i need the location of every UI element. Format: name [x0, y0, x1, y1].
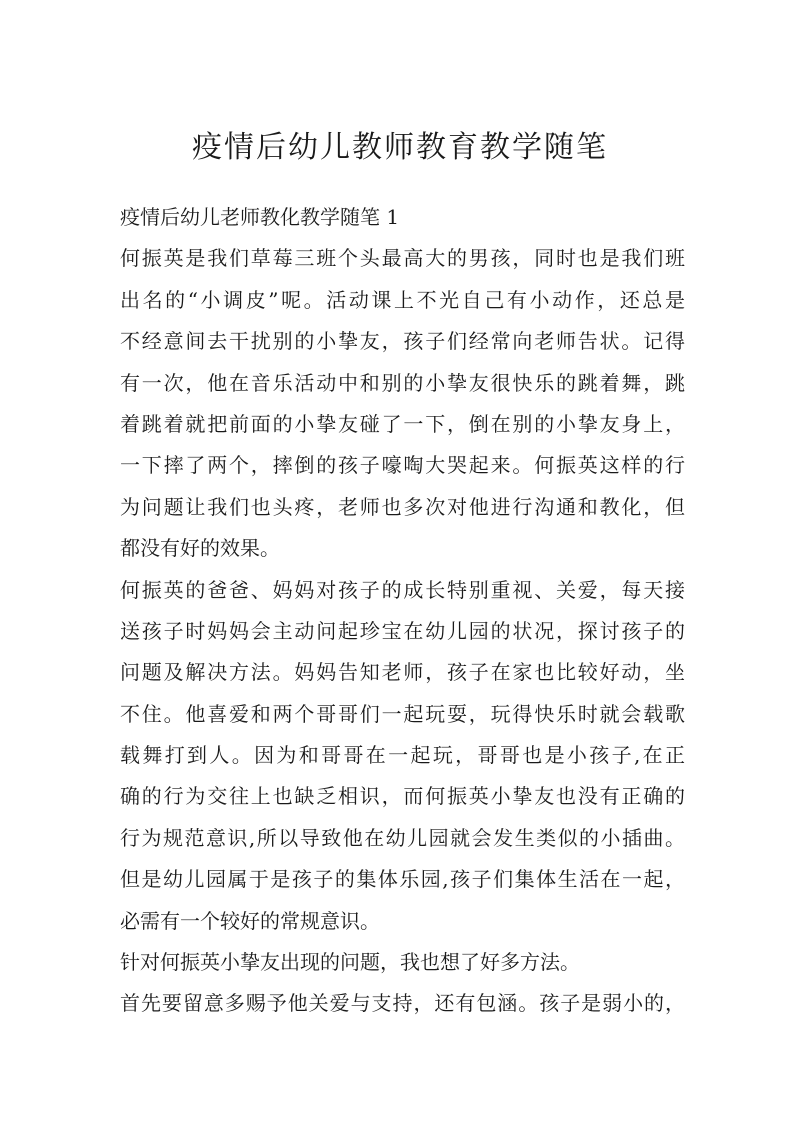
- text-line: 不经意间去干扰别的小挚友，孩子们经常向老师告状。记得: [120, 329, 685, 354]
- text-line: 但是幼儿园属于是孩子的集体乐园,孩子们集体生活在一起，: [120, 867, 685, 892]
- text-line: 出名的“小调皮”呢。活动课上不光自己有小动作，还总是: [120, 287, 685, 312]
- text-line: 何振英的爸爸、妈妈对孩子的成长特别重视、关爱，每天接: [120, 577, 685, 602]
- text-line: 问题及解决方法。妈妈告知老师，孩子在家也比较好动，坐: [120, 660, 685, 685]
- text-line: 首先要留意多赐予他关爱与支持，还有包涵。孩子是弱小的，: [120, 991, 685, 1016]
- text-line: 都没有好的效果。: [120, 536, 280, 561]
- text-line: 必需有一个较好的常规意识。: [120, 908, 380, 933]
- text-line: 着跳着就把前面的小挚友碰了一下，倒在别的小挚友身上，: [120, 411, 685, 436]
- text-line: 行为规范意识,所以导致他在幼儿园就会发生类似的小插曲。: [120, 825, 685, 850]
- text-line: 何振英是我们草莓三班个头最高大的男孩，同时也是我们班: [120, 246, 685, 271]
- text-line: 针对何振英小挚友出现的问题，我也想了好多方法。: [120, 950, 580, 975]
- text-line: 载舞打到人。因为和哥哥在一起玩，哥哥也是小孩子,在正: [120, 743, 685, 768]
- document-body: [120, 197, 685, 1025]
- text-line: 有一次，他在音乐活动中和别的小挚友很快乐的跳着舞，跳: [120, 370, 685, 395]
- text-line: 一下摔了两个，摔倒的孩子嚎啕大哭起来。何振英这样的行: [120, 453, 685, 478]
- text-line: 疫情后幼儿老师教化教学随笔 1: [120, 205, 400, 229]
- text-line: 送孩子时妈妈会主动问起珍宝在幼儿园的状况，探讨孩子的: [120, 618, 685, 643]
- document-title: 疫情后幼儿教师教育教学随笔: [192, 130, 608, 165]
- text-line: 为问题让我们也头疼，老师也多次对他进行沟通和教化，但: [120, 494, 685, 519]
- text-line: 确的行为交往上也缺乏相识，而何振英小挚友也没有正确的: [120, 784, 685, 809]
- text-line: 不住。他喜爱和两个哥哥们一起玩耍，玩得快乐时就会载歌: [120, 701, 685, 726]
